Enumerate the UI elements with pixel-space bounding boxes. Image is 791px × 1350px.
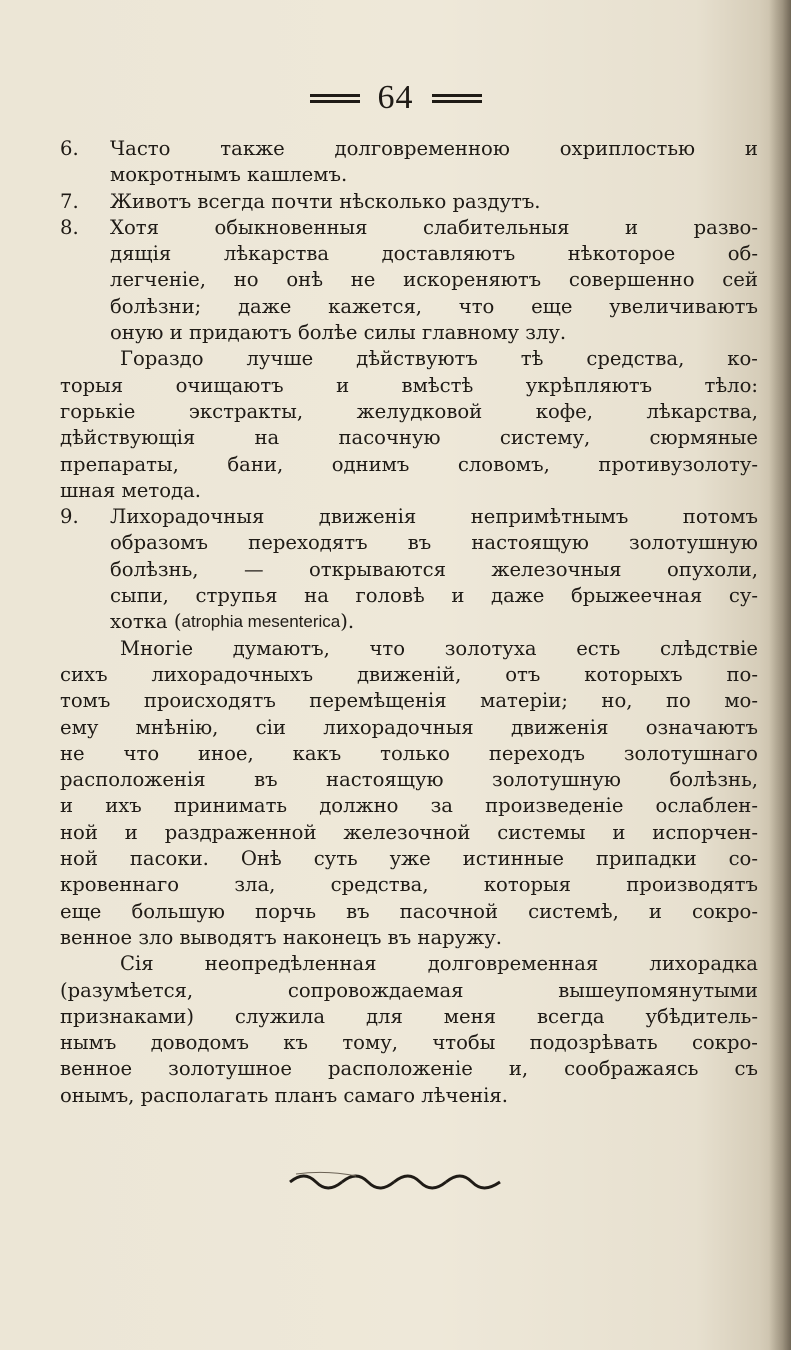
word: движеній, (356, 662, 462, 686)
text-line (60, 872, 758, 898)
word: кофе, (535, 399, 593, 423)
text-line (60, 425, 758, 451)
text-line (60, 452, 758, 478)
paragraph-remedies (60, 346, 758, 504)
word: уже (389, 847, 431, 871)
word: переходъ (488, 741, 585, 765)
text-line (60, 478, 758, 504)
word: матеріи; (480, 689, 568, 713)
word: но, (601, 689, 633, 713)
text-line (110, 215, 758, 241)
text-line (110, 189, 758, 215)
text-line (60, 636, 758, 662)
word: доводомъ (150, 1031, 249, 1055)
word: болѣзнь, (669, 768, 758, 792)
word: истинные (462, 847, 564, 871)
item-number: 6. (60, 137, 79, 160)
word: нѣкоторое (567, 242, 676, 266)
page-number: 64 (377, 79, 414, 116)
word: золотушную (492, 768, 621, 792)
word: болѣзнь, (110, 557, 199, 581)
word: на (304, 584, 329, 608)
word: образомъ (110, 531, 209, 555)
word: даже (491, 584, 545, 608)
word: хотка ( (110, 610, 182, 634)
word: убѣдитель- (645, 1004, 758, 1028)
word: кажется, (328, 294, 423, 318)
text-line (60, 846, 758, 872)
word: венное (60, 1057, 133, 1081)
word: подозрѣвать (529, 1031, 658, 1055)
text-line (60, 899, 758, 925)
word: томъ (60, 689, 111, 713)
word: лѣкарства, (646, 399, 758, 423)
word: также (220, 137, 285, 160)
word: за (430, 794, 453, 818)
word: сюрмяные (649, 426, 758, 450)
word: долговременная (427, 952, 599, 976)
word: суть (313, 847, 358, 871)
word: искореняютъ (403, 268, 542, 292)
word: происходятъ (143, 689, 276, 713)
word: производятъ (626, 873, 758, 897)
word: (разумѣется, (60, 978, 194, 1002)
word: не (60, 741, 85, 765)
word: лучше (246, 347, 314, 371)
word: золотушное (168, 1057, 292, 1081)
word: средства, (586, 347, 685, 371)
word: торыя (60, 373, 124, 397)
word: ему (60, 715, 99, 739)
word: пасоки. (129, 847, 209, 871)
numbered-item-6 (60, 136, 758, 189)
word: какъ (292, 741, 342, 765)
word: Многіе (120, 636, 194, 660)
word: головѣ (355, 584, 425, 608)
text-line (60, 715, 758, 741)
word: въ (346, 899, 370, 923)
word: пасочную (338, 426, 441, 450)
word: Онѣ (240, 847, 282, 871)
word: железочныя (491, 557, 622, 581)
word: совершенно (568, 268, 695, 292)
word: Хотя (110, 215, 159, 239)
word: брыжеечная (571, 584, 703, 608)
text-line (60, 1030, 758, 1056)
text-line (60, 951, 758, 977)
word: иное, (198, 741, 254, 765)
text-line (110, 162, 758, 188)
paragraph-opinions (60, 636, 758, 952)
word: которыхъ (584, 662, 683, 686)
word: и (612, 820, 626, 844)
text-line (60, 767, 758, 793)
word: системы (497, 820, 586, 844)
word: струпья (195, 584, 278, 608)
word: опухоли, (667, 557, 758, 581)
word: сокро- (691, 899, 758, 923)
word: слабительныя (422, 215, 570, 239)
word: и (60, 794, 74, 818)
word: что (369, 636, 406, 660)
word: произведеніе (485, 794, 624, 818)
word: сихъ (60, 662, 108, 686)
text-line (110, 557, 758, 583)
word: неопредѣленная (204, 952, 377, 976)
word: ослаблен- (655, 794, 758, 818)
word: пасочной (399, 899, 499, 923)
word: сей (722, 268, 758, 292)
word: испорчен- (652, 820, 758, 844)
word: по- (726, 662, 758, 686)
word: су- (728, 584, 758, 608)
text-line (110, 136, 758, 162)
word: переходятъ (248, 531, 368, 555)
word: въ (254, 768, 278, 792)
word: Лихорадочныя (110, 505, 265, 529)
word: движенія (318, 505, 417, 529)
word: меня (443, 1004, 497, 1028)
word: мо- (724, 689, 758, 713)
word: однимъ (331, 452, 410, 476)
paragraph-conclusion (60, 951, 758, 1109)
word: системѣ, (528, 899, 619, 923)
word: и, (508, 1057, 529, 1081)
word: онѣ (286, 268, 324, 292)
word: Гораздо (120, 347, 204, 371)
word: золотушнаго (623, 741, 758, 765)
word: желудковой (356, 399, 483, 423)
word: укрѣпляютъ (525, 373, 653, 397)
word: Сія (120, 952, 154, 976)
word: противузолоту- (598, 452, 758, 476)
word: об- (727, 242, 758, 266)
text-line (110, 583, 758, 609)
word: систему, (499, 426, 591, 450)
word: обыкновенныя (214, 215, 368, 239)
word: по (665, 689, 691, 713)
word: и (451, 584, 465, 608)
text-line (60, 662, 758, 688)
word: съ (734, 1057, 758, 1081)
word: горькіе (60, 399, 136, 423)
text-line (60, 978, 758, 1004)
word: Животъ всегда почти нѣсколько раздутъ. (110, 189, 541, 213)
word: дѣйствуютъ (356, 347, 478, 371)
text-line (110, 320, 758, 346)
numbered-item-9 (60, 504, 758, 635)
word: на (254, 426, 280, 450)
word: порчь (255, 899, 317, 923)
page-header (0, 78, 791, 118)
word: и (744, 137, 758, 160)
word: и (336, 373, 350, 397)
word: въ (407, 531, 432, 555)
word: мнѣнію, (135, 715, 219, 739)
word: золотушную (629, 531, 758, 555)
word: всегда (536, 1004, 605, 1028)
word: очищаютъ (175, 373, 284, 397)
word: охриплостью (559, 137, 696, 160)
text-line (60, 793, 758, 819)
word: лѣкарства (223, 242, 330, 266)
word: онымъ, располагать планъ самаго лѣченія. (60, 1083, 509, 1107)
word: ной (60, 847, 98, 871)
word: къ (283, 1031, 309, 1055)
word: ко- (727, 347, 758, 371)
word: признаками) (60, 1004, 194, 1028)
word: лихорадка (649, 952, 758, 976)
word: зла, (234, 873, 276, 897)
item-number: 8. (60, 215, 79, 239)
word: перемѣщенія (309, 689, 447, 713)
word: принимать (173, 794, 288, 818)
item-text (110, 136, 758, 189)
word: тѣло: (704, 373, 758, 397)
word: бани, (227, 452, 284, 476)
text-line (60, 1056, 758, 1082)
word: непримѣтнымъ (470, 505, 629, 529)
item-text (110, 189, 758, 215)
word: чтобы (432, 1031, 496, 1055)
word: соображаясь (564, 1057, 699, 1081)
text-line (110, 294, 758, 320)
word: даже (237, 294, 292, 318)
word: — (243, 557, 264, 581)
closing-ornament (0, 1170, 791, 1192)
word: экстракты, (188, 399, 304, 423)
header-rule-left (310, 94, 360, 103)
text-line (110, 609, 758, 635)
word: лихорадочныхъ (151, 662, 314, 686)
word: кровеннаго (60, 873, 180, 897)
word: мокротнымъ кашлемъ. (110, 163, 348, 187)
word: нымъ (60, 1031, 117, 1055)
word: средства, (330, 873, 429, 897)
word: что (458, 294, 495, 318)
word: оную и придаютъ болѣе силы главному злу. (110, 321, 567, 345)
text-line (60, 1083, 758, 1109)
page-spine-shadow (769, 0, 791, 1350)
word: тому, (342, 1031, 398, 1055)
word: со- (728, 847, 758, 871)
word: словомъ, (457, 452, 550, 476)
word: препараты, (60, 452, 179, 476)
word: дѣйствующія (60, 426, 196, 450)
word: потомъ (682, 505, 758, 529)
word: шная метода. (60, 478, 201, 502)
word: сокро- (691, 1031, 758, 1055)
word: есть (576, 636, 621, 660)
word: увеличиваютъ (609, 294, 758, 318)
word: только (380, 741, 450, 765)
word: золотуха (444, 636, 537, 660)
page-body (60, 136, 758, 1109)
word: болѣзни; (110, 294, 202, 318)
text-line (110, 241, 758, 267)
word: и (648, 899, 662, 923)
text-line (110, 530, 758, 556)
word: расположеніе (327, 1057, 473, 1081)
word: сыпи, (110, 584, 169, 608)
word: легченіе, (110, 268, 207, 292)
word: ). (340, 610, 355, 634)
word: слѣдствіе (659, 636, 758, 660)
word: расположенія (60, 768, 206, 792)
word: открываются (309, 557, 446, 581)
word: Часто (110, 137, 171, 160)
word: движенія (510, 715, 609, 739)
word: лихорадочныя (323, 715, 474, 739)
latin-term: atrophia mesenterica (181, 612, 341, 632)
word: доставляютъ (381, 242, 516, 266)
ornament-flourish (286, 1170, 506, 1192)
text-line (60, 373, 758, 399)
header-rule-right (432, 94, 482, 103)
word: но (233, 268, 259, 292)
word: которыя (483, 873, 571, 897)
word: тѣ (520, 347, 544, 371)
word: ной (60, 820, 98, 844)
word: думаютъ, (232, 636, 330, 660)
word: большую (131, 899, 225, 923)
item-number: 9. (60, 505, 79, 529)
word: что (123, 741, 160, 765)
word: сопровождаемая (287, 978, 464, 1002)
word: служила (234, 1004, 326, 1028)
word: вышеупомянутыми (558, 978, 758, 1002)
word: и (124, 820, 138, 844)
word: отъ (505, 662, 541, 686)
text-line (110, 504, 758, 530)
text-line (60, 346, 758, 372)
word: и (625, 215, 639, 239)
word: долговременною (334, 137, 510, 160)
item-number: 7. (60, 189, 79, 213)
word: дящія (110, 242, 172, 266)
text-line (60, 1004, 758, 1030)
text-line (60, 820, 758, 846)
item-text (110, 215, 758, 346)
word: вмѣстѣ (401, 373, 474, 397)
numbered-item-8 (60, 215, 758, 346)
word: для (365, 1004, 403, 1028)
text-line (60, 688, 758, 714)
text-line (60, 399, 758, 425)
text-line (110, 267, 758, 293)
item-text (110, 504, 758, 635)
word: должно (319, 794, 399, 818)
text-line (60, 741, 758, 767)
word: железочной (343, 820, 471, 844)
word: еще (60, 899, 102, 923)
text-line (60, 925, 758, 951)
word: венное зло выводятъ наконецъ въ наружу. (60, 925, 502, 949)
word: сіи (255, 715, 286, 739)
word: разво- (693, 215, 758, 239)
word: означаютъ (645, 715, 758, 739)
word: настоящую (471, 531, 589, 555)
word: еще (531, 294, 573, 318)
numbered-item-7 (60, 189, 758, 215)
word: припадки (595, 847, 697, 871)
word: ихъ (105, 794, 142, 818)
word: раздраженной (164, 820, 317, 844)
word: настоящую (326, 768, 444, 792)
word: не (350, 268, 376, 292)
